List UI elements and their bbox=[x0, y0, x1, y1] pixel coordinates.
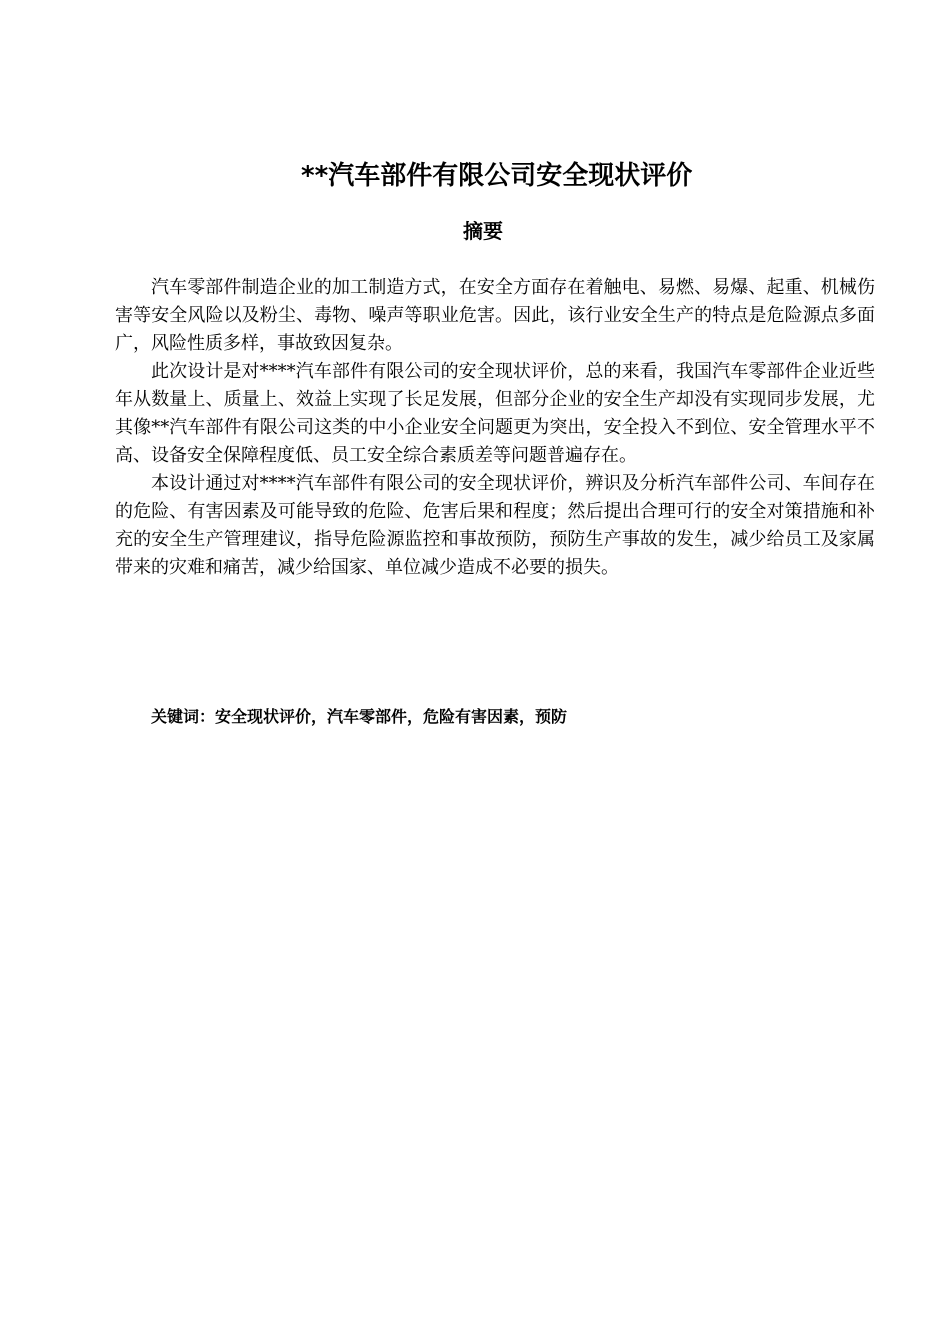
keywords-line: 关键词：安全现状评价，汽车零部件，危险有害因素，预防 bbox=[151, 707, 568, 726]
abstract-paragraph: 本设计通过对****汽车部件有限公司的安全现状评价，辨识及分析汽车部件公司、车间存在的危险、有害因素及可能导致的危险、危害后果和程度；然后提出合理可行的安全对策措施和补充的安全生产管理建议，指导危险源监控和事故预防，预防生产事故的发生，减少给员工及家属带来的灾难和痛苦，减少给国家、单位减少造成不必要的损失。 bbox=[115, 473, 875, 578]
abstract-heading: 摘要 bbox=[463, 219, 503, 243]
document-title: **汽车部件有限公司安全现状评价 bbox=[301, 161, 693, 191]
abstract-body bbox=[115, 274, 875, 582]
abstract-paragraph: 汽车零部件制造企业的加工制造方式，在安全方面存在着触电、易燃、易爆、起重、机械伤害等安全风险以及粉尘、毒物、噪声等职业危害。因此，该行业安全生产的特点是危险源点多面广，风险性质多样，事故致因复杂。 bbox=[115, 277, 875, 354]
abstract-paragraph: 此次设计是对****汽车部件有限公司的安全现状评价，总的来看，我国汽车零部件企业近些年从数量上、质量上、效益上实现了长足发展，但部分企业的安全生产却没有实现同步发展，尤其像**汽车部件有限公司这类的中小企业安全问题更为突出，安全投入不到位、安全管理水平不高、设备安全保障程度低、员工安全综合素质差等问题普遍存在。 bbox=[115, 361, 875, 466]
title-container bbox=[0, 156, 950, 196]
